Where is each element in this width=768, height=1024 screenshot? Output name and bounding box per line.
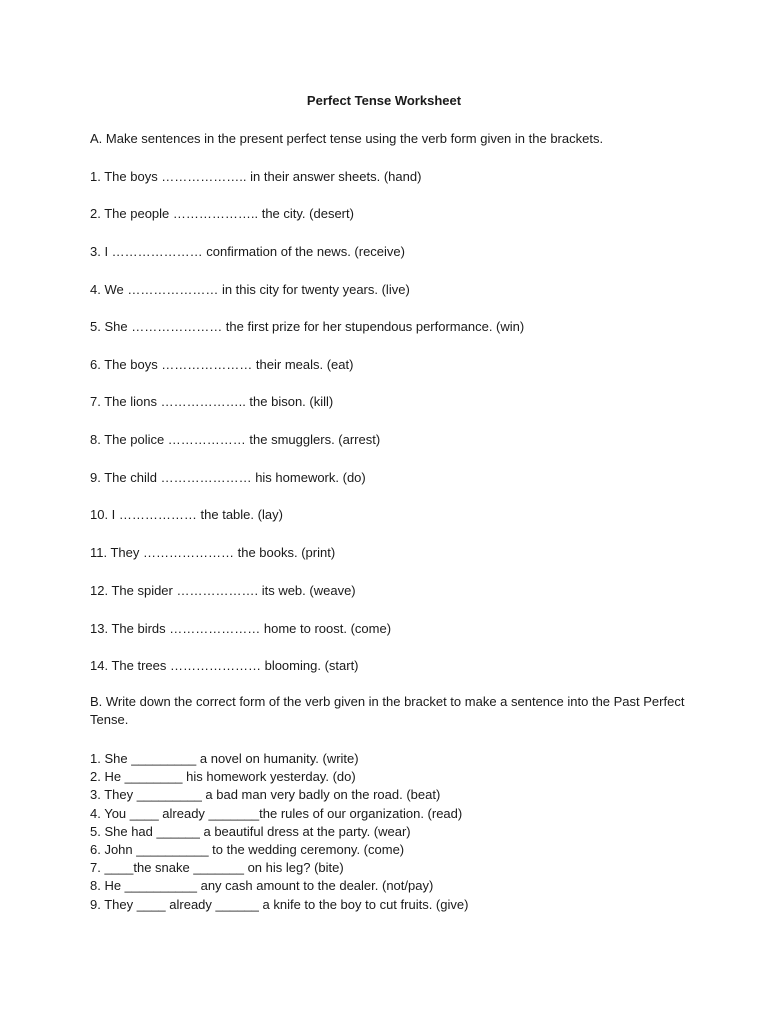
section-a-item-6: 6. The boys ………………… their meals. (eat) xyxy=(90,357,354,372)
section-a-item-3: 3. I ………………… confirmation of the news. (receive) xyxy=(90,244,405,259)
section-b-item-8: 8. He __________ any cash amount to the dealer. (not/pay) xyxy=(90,878,434,894)
section-a-item-7: 7. The lions ……………….. the bison. (kill) xyxy=(90,394,334,409)
page-title: Perfect Tense Worksheet xyxy=(306,93,462,108)
section-a-item-13: 13. The birds ………………… home to roost. (come) xyxy=(90,621,392,636)
section-b-item-1: 1. She _________ a novel on humanity. (write) xyxy=(90,751,359,766)
section-b-item-9: 9. They ____ already ______ a knife to the boy to cut fruits. (give) xyxy=(90,896,469,912)
section-a-item-12: 12. The spider ………………. its web. (weave) xyxy=(90,583,356,598)
section-b-item-5: 5. She had ______ a beautiful dress at the party. (wear) xyxy=(90,823,411,839)
section-a-item-4: 4. We ………………… in this city for twenty years. (live) xyxy=(90,282,410,297)
section-b-item-4: 4. You ____ already _______the rules of our organization. (read) xyxy=(90,805,463,821)
section-a-instruction: A. Make sentences in the present perfect tense using the verb form given in the brackets. xyxy=(90,131,604,146)
section-b-item-3: 3. They _________ a bad man very badly on the road. (beat) xyxy=(90,787,441,803)
section-a-item-1: 1. The boys ……………….. in their answer sheets. (hand) xyxy=(90,169,422,184)
section-b-item-2: 2. He ________ his homework yesterday. (do) xyxy=(90,769,356,785)
section-a-item-8: 8. The police ……………… the smugglers. (arrest) xyxy=(90,432,381,447)
section-b-item-6: 6. John __________ to the wedding ceremony. (come) xyxy=(90,841,405,857)
section-a-item-5: 5. She ………………… the first prize for her stupendous performance. (win) xyxy=(90,319,525,334)
section-a-item-2: 2. The people ……………….. the city. (desert) xyxy=(90,206,354,221)
section-b-item-7: 7. ____the snake _______ on his leg? (bite) xyxy=(90,860,344,876)
section-a-item-14: 14. The trees ………………… blooming. (start) xyxy=(90,658,359,673)
section-b-list xyxy=(90,750,690,914)
section-a-item-11: 11. They ………………… the books. (print) xyxy=(90,545,336,560)
section-b-instruction: B. Write down the correct form of the verb given in the bracket to make a sentence into the Past Perfect Tense. xyxy=(90,694,685,727)
section-a-item-9: 9. The child ………………… his homework. (do) xyxy=(90,470,366,485)
section-a-item-10: 10. I ……………… the table. (lay) xyxy=(90,507,283,522)
